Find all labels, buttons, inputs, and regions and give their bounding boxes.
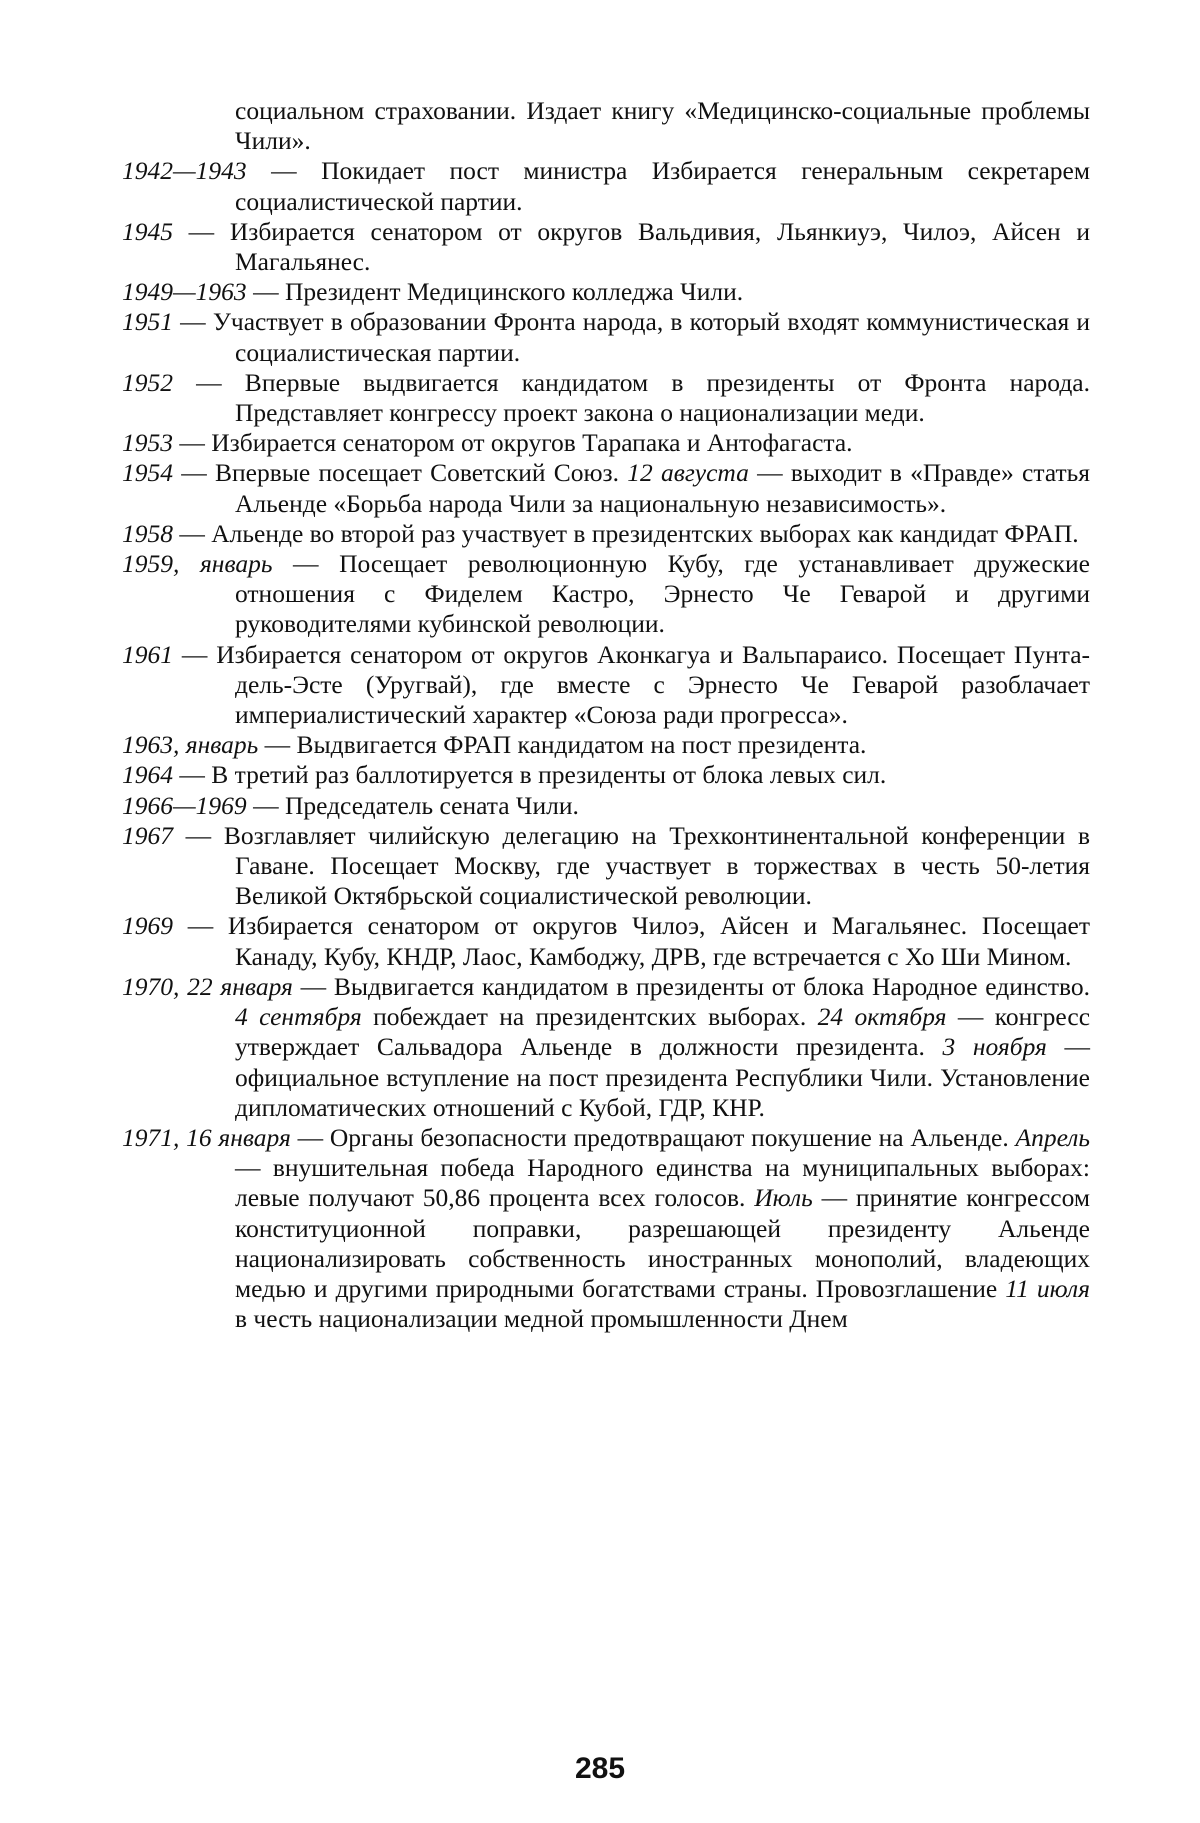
inline-date: 12 августа — [627, 458, 749, 487]
entry-date: 1969 — [122, 911, 173, 940]
chronology-entry — [122, 96, 1090, 156]
entry-text: — Участвует в образовании Фронта народа, в который входят коммунистическая и социалистическая партии. — [173, 307, 1090, 366]
entry-date: 1961 — [122, 640, 173, 669]
chronology-entry — [122, 307, 1090, 367]
chronology-entry — [122, 156, 1090, 216]
entry-text: — Выдвигается кандидатом в президенты от блока Народное единство. — [293, 972, 1090, 1001]
entry-date: 1953 — [122, 428, 173, 457]
entry-date: 1951 — [122, 307, 173, 336]
chronology-entry — [122, 217, 1090, 277]
chronology-entry — [122, 972, 1090, 1123]
book-page — [0, 0, 1200, 1823]
entry-text: — Избирается сенатором от округов Чилоэ, Айсен и Магальянес. Посещает Канаду, Кубу, КНДР, Лаос, Камбоджу, ДРВ, где встречается с Хо Ши Мином. — [173, 911, 1090, 970]
entry-text: — внушительная победа Народного единства на муниципальных выборах: левые получают 50,86 процента всех голосов. — [235, 1153, 1090, 1212]
entry-text: — Возглавляет чилийскую делегацию на Трехконтинентальной конференции в Гаване. Посещает Москву, где участвует в торжествах в честь 50-летия Великой Октябрьской социалистической революции. — [173, 821, 1090, 910]
entry-date: 1964 — [122, 760, 173, 789]
entry-text: — Президент Медицинского колледжа Чили. — [247, 277, 743, 306]
entry-text: — Органы безопасности предотвращают покушение на Альенде. — [291, 1123, 1016, 1152]
chronology-entry — [122, 549, 1090, 640]
entry-text: социальном страховании. Издает книгу «Медицинско-социальные проблемы Чили». — [235, 96, 1090, 155]
inline-date: 11 июля — [1005, 1274, 1090, 1303]
chronology-entry — [122, 821, 1090, 912]
inline-date: Апрель — [1016, 1123, 1090, 1152]
entry-text: — Председатель сената Чили. — [247, 791, 579, 820]
entry-text: — Выдвигается ФРАП кандидатом на пост президента. — [258, 730, 866, 759]
chronology-entry — [122, 640, 1090, 731]
entry-date: 1966—1969 — [122, 791, 247, 820]
inline-date: 3 ноября — [942, 1032, 1046, 1061]
entry-text: — Посещает революционную Кубу, где устанавливает дружеские отношения с Фиделем Кастро, Эрнесто Че Геварой и другими руководителями кубинской революции. — [235, 549, 1090, 638]
entry-date: 1970, 22 января — [122, 972, 293, 1001]
entry-date: 1963, январь — [122, 730, 258, 759]
entry-date: 1952 — [122, 368, 173, 397]
chronology-text — [122, 96, 1090, 1334]
entry-text: — Впервые посещает Советский Союз. — [173, 458, 627, 487]
entry-text: — Избирается сенатором от округов Аконкагуа и Вальпараисо. Посещает Пунта-дель-Эсте (Уругвай), где вместе с Эрнесто Че Геварой разоблачает империалистический характер «Союза ради прогресса». — [173, 640, 1090, 729]
entry-text: — Альенде во второй раз участвует в президентских выборах как кандидат ФРАП. — [173, 519, 1079, 548]
chronology-entry — [122, 791, 1090, 821]
entry-date: 1971, 16 января — [122, 1123, 291, 1152]
entry-text: — выходит в «Правде» статья Альенде «Борьба народа Чили за национальную независимость». — [235, 458, 1090, 517]
chronology-entry — [122, 1123, 1090, 1334]
entry-text: побеждает на президентских выборах. — [362, 1002, 818, 1031]
entry-text: — конгресс утверждает Сальвадора Альенде в должности президента. — [235, 1002, 1090, 1061]
entry-date: 1967 — [122, 821, 173, 850]
chronology-entry — [122, 458, 1090, 518]
entry-text: — В третий раз баллотируется в президенты от блока левых сил. — [173, 760, 886, 789]
inline-date: 4 сентября — [235, 1002, 362, 1031]
chronology-entry — [122, 730, 1090, 760]
entry-date: 1945 — [122, 217, 173, 246]
entry-text: в честь национализации медной промышленности Днем — [235, 1304, 848, 1333]
chronology-entry — [122, 760, 1090, 790]
entry-date: 1942—1943 — [122, 156, 247, 185]
entry-text: — принятие конгрессом конституционной поправки, разрешающей президенту Альенде национализировать собственность иностранных монополий, владеющих медью и другими природными богатствами страны. Провозглашение — [235, 1183, 1090, 1303]
chronology-entry — [122, 368, 1090, 428]
entry-date: 1949—1963 — [122, 277, 247, 306]
inline-date: Июль — [754, 1183, 812, 1212]
entry-date: 1958 — [122, 519, 173, 548]
entry-date: 1959, январь — [122, 549, 272, 578]
chronology-entry — [122, 428, 1090, 458]
entry-text: — Избирается сенатором от округов Тарапака и Антофагаста. — [173, 428, 853, 457]
entry-text: — Избирается сенатором от округов Вальдивия, Льянкиуэ, Чилоэ, Айсен и Магальянес. — [173, 217, 1090, 276]
inline-date: 24 октября — [818, 1002, 947, 1031]
entry-text: — официальное вступление на пост президента Республики Чили. Установление дипломатических отношений с Кубой, ГДР, КНР. — [235, 1032, 1090, 1121]
entry-text: — Покидает пост министра Избирается генеральным секретарем социалистической партии. — [235, 156, 1090, 215]
entry-date: 1954 — [122, 458, 173, 487]
chronology-entry — [122, 911, 1090, 971]
page-number: 285 — [0, 1752, 1200, 1786]
entry-text: — Впервые выдвигается кандидатом в президенты от Фронта народа. Представляет конгрессу проект закона о национализации меди. — [173, 368, 1090, 427]
chronology-entry — [122, 519, 1090, 549]
chronology-entry — [122, 277, 1090, 307]
